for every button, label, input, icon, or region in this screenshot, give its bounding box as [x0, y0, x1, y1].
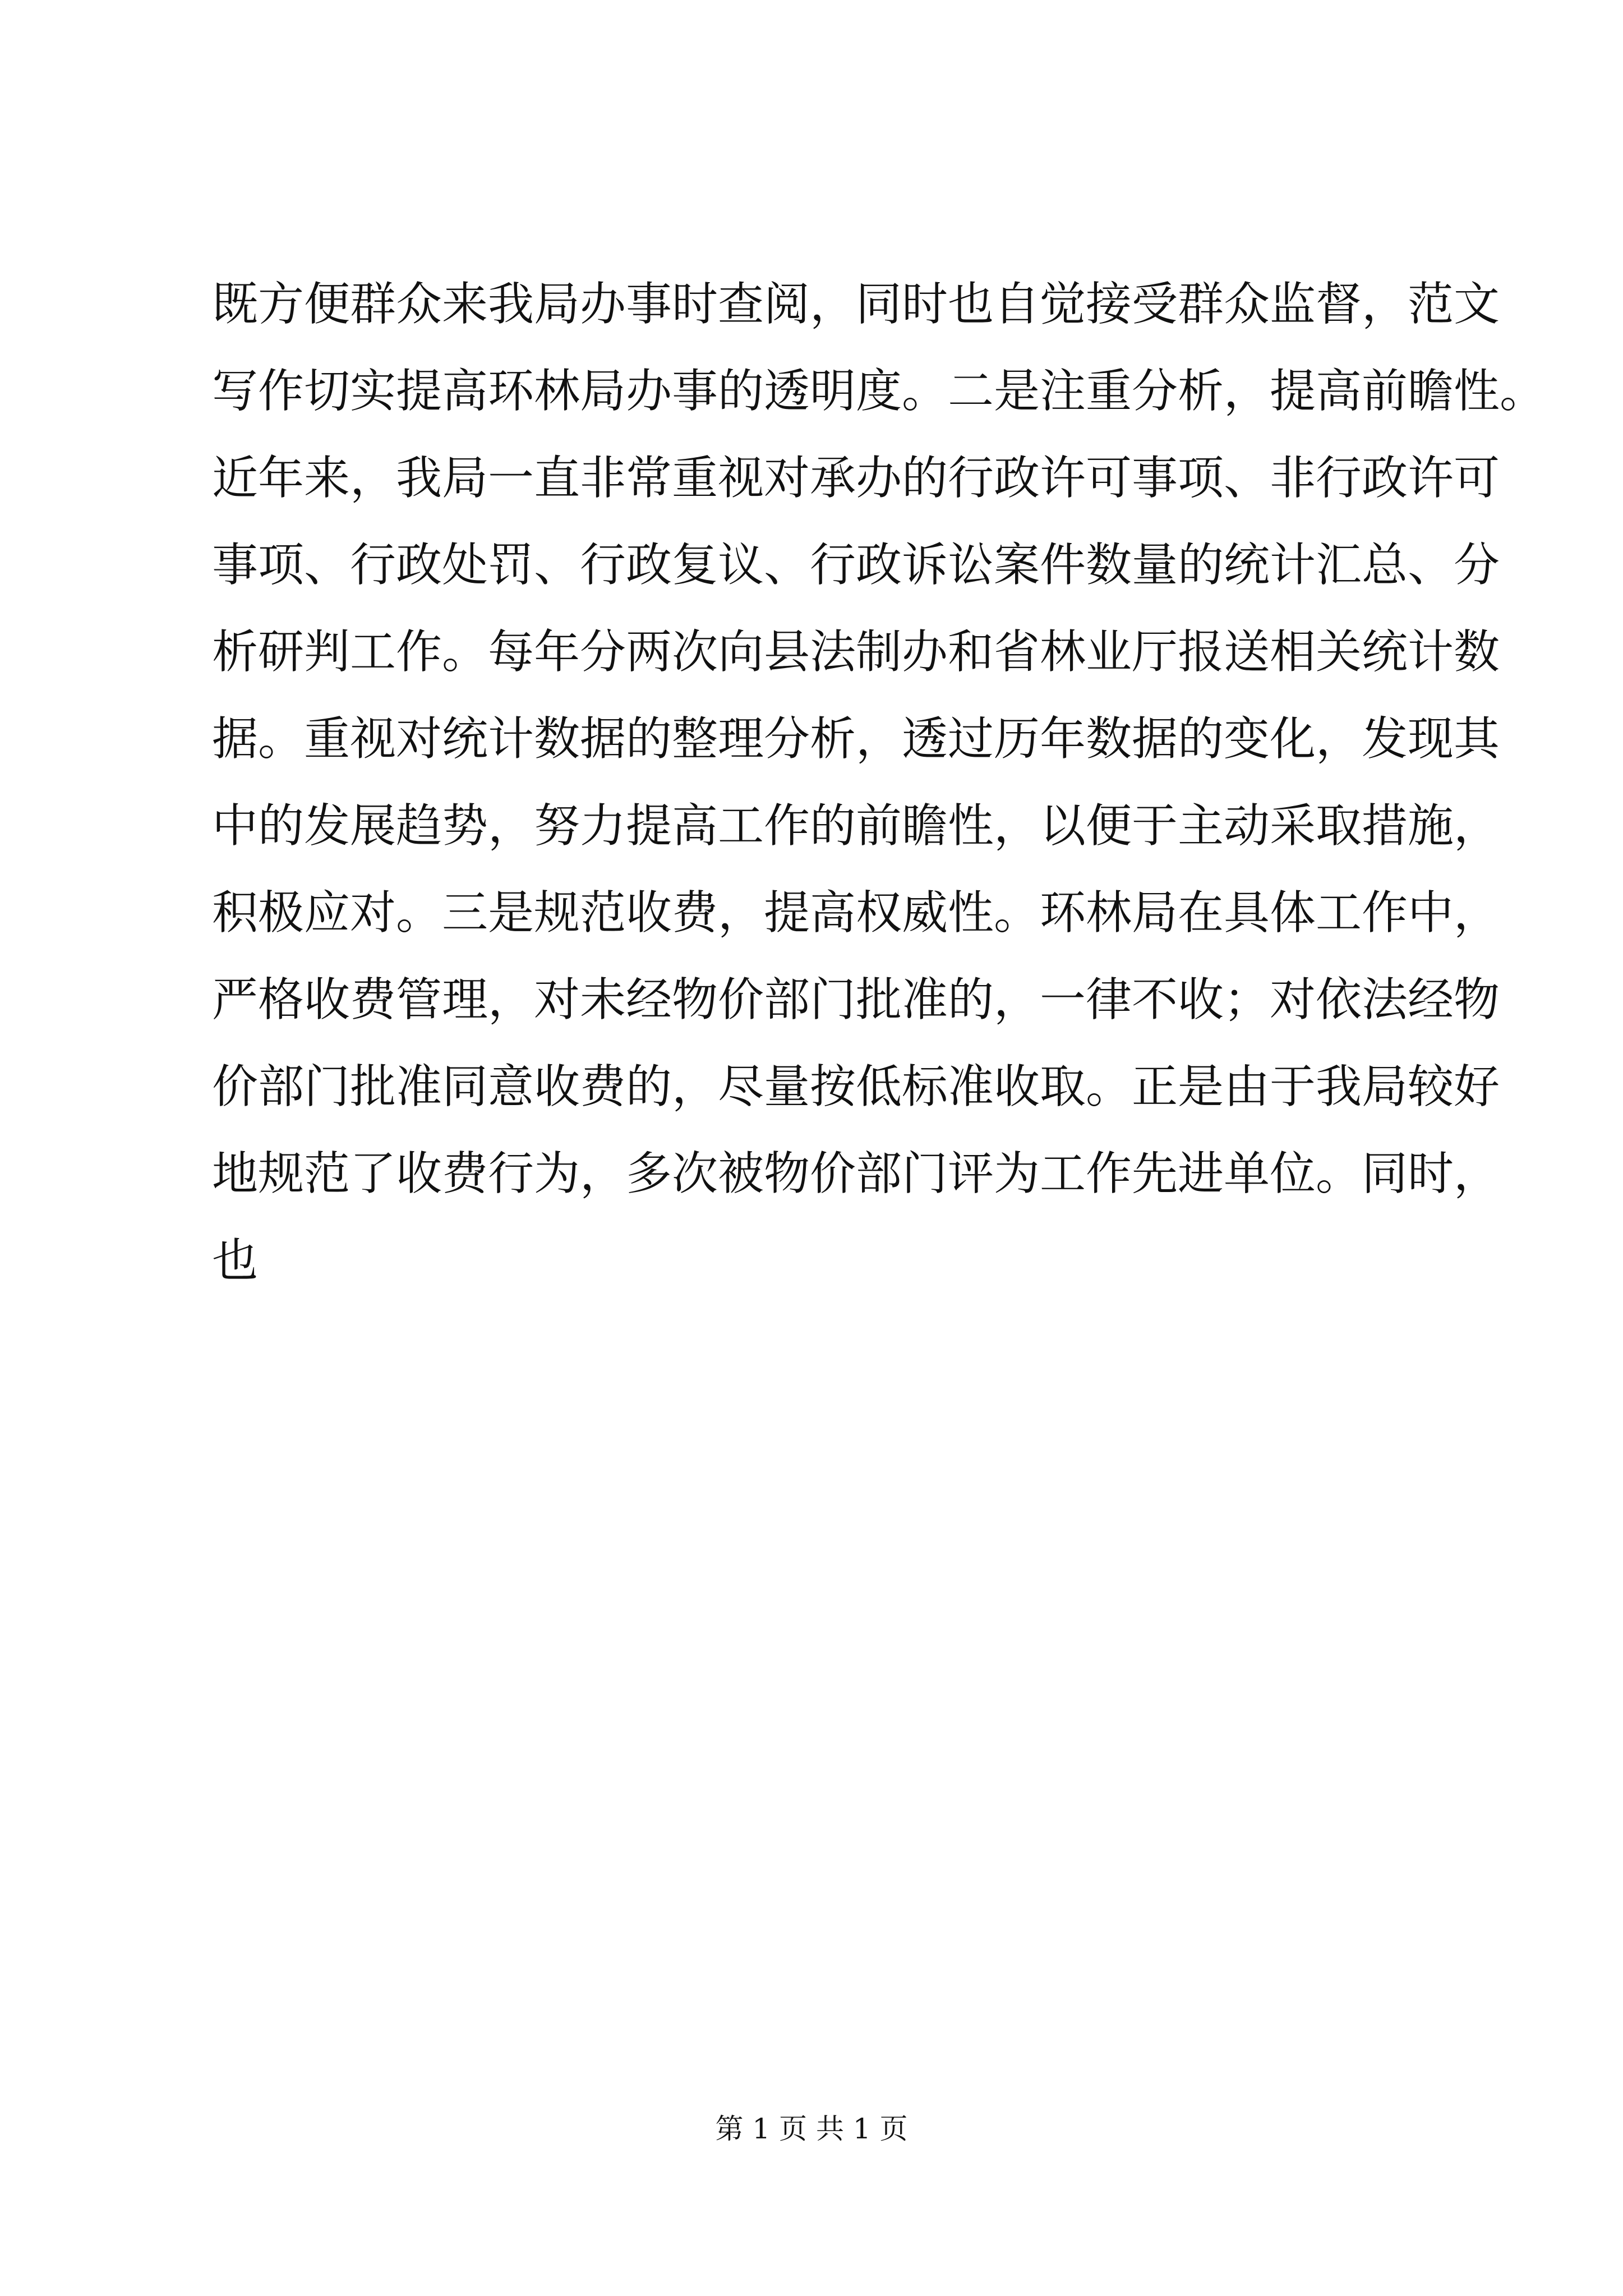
- text-line-7: 中的发展趋势，努力提高工作的前瞻性，以便于主动采取措施，: [212, 799, 1500, 853]
- text-line-4: 事项、行政处罚、行政复议、行政诉讼案件数量的统计汇总、分: [212, 539, 1500, 592]
- page-number-indicator: 第 1 页 共 1 页: [715, 2113, 908, 2145]
- text-line-10: 价部门批准同意收费的，尽量按低标准收取。正是由于我局较好: [212, 1060, 1500, 1114]
- page-footer: [0, 2109, 1623, 2148]
- text-line-3: 近年来，我局一直非常重视对承办的行政许可事项、非行政许可: [212, 452, 1500, 505]
- body-paragraph: [212, 261, 1546, 1304]
- text-line-8: 积极应对。三是规范收费，提高权威性。环林局在具体工作中，: [212, 886, 1500, 940]
- text-line-12: 也: [212, 1234, 259, 1287]
- text-line-11: 地规范了收费行为，多次被物价部门评为工作先进单位。同时，: [212, 1147, 1500, 1200]
- text-line-6: 据。重视对统计数据的整理分析，透过历年数据的变化，发现其: [212, 712, 1500, 766]
- text-line-2: 写作切实提高环林局办事的透明度。二是注重分析，提高前瞻性。: [212, 365, 1546, 418]
- text-line-1: 既方便群众来我局办事时查阅，同时也自觉接受群众监督，范文: [212, 278, 1500, 331]
- text-line-9: 严格收费管理，对未经物价部门批准的，一律不收；对依法经物: [212, 973, 1500, 1027]
- text-line-5: 析研判工作。每年分两次向县法制办和省林业厅报送相关统计数: [212, 625, 1500, 679]
